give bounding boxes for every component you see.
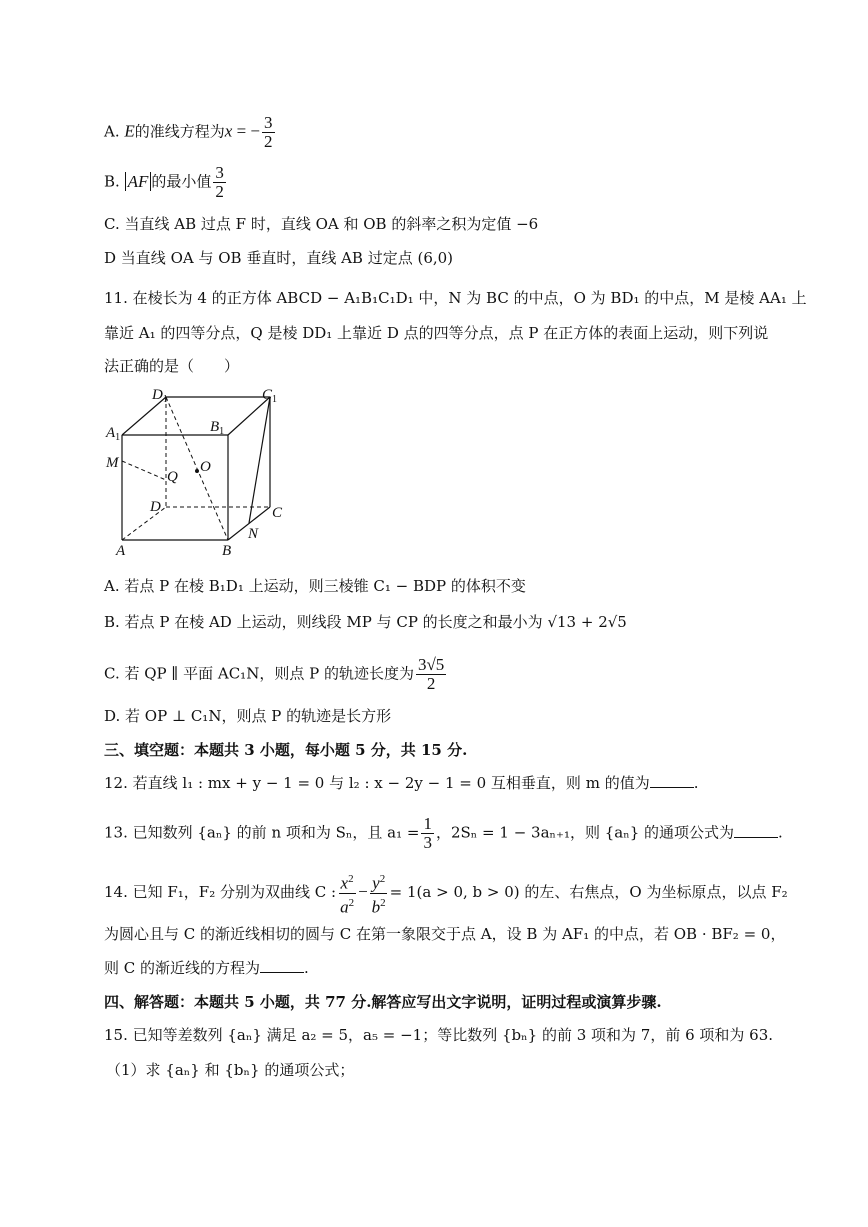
q15-line1: 15. 已知等差数列 {aₙ} 满足 a₂ = 5，a₅ = −1；等比数列 {bₙ} 的前 3 项和为 7，前 6 项和为 63. (104, 1026, 774, 1044)
cube-figure (100, 385, 300, 565)
q15-line2: （1）求 {aₙ} 和 {bₙ} 的通项公式； (106, 1061, 355, 1079)
q11-line3: 法正确的是（ ） (104, 357, 240, 375)
q11-option-b: B. 若点 P 在棱 AD 上运动，则线段 MP 与 CP 的长度之和最小为 √13 + 2√5 (104, 613, 627, 631)
label-B1: $B_1$ (210, 419, 225, 437)
q12: 12. 若直线 l₁ : mx + y − 1 = 0 与 l₂ : x − 2y − 1 = 0 互相垂直，则 m 的值为 . (104, 774, 699, 792)
option-10a: A. E的准线方程为x = − $\frac{3}{2}$ (104, 113, 273, 151)
option-10d: D 当直线 OA 与 OB 垂直时，直线 AB 过定点 (6,0) (104, 249, 454, 267)
label-N: N (248, 526, 259, 542)
q11-line1: 11. 在棱长为 4 的正方体 ABCD − A₁B₁C₁D₁ 中，N 为 BC 的中点，O 为 BD₁ 的中点，M 是棱 AA₁ 上 (104, 289, 807, 307)
label-A1: $A_1$ (106, 425, 121, 443)
option-10b: B. AF 的最小值 $\frac{3}{2}$ (104, 163, 224, 201)
q11-option-a: A. 若点 P 在棱 B₁D₁ 上运动，则三棱锥 C₁ − BDP 的体积不变 (104, 577, 526, 595)
q11-line2: 靠近 A₁ 的四等分点，Q 是棱 DD₁ 上靠近 D 点的四等分点，点 P 在正方体的表面上运动，则下列说 (104, 324, 769, 342)
label-O: O (200, 459, 211, 475)
q11-option-c: C. 若 QP ∥ 平面 AC₁N，则点 P 的轨迹长度为 $\frac{3√5}{2}$ (104, 655, 445, 693)
q14-line2: 为圆心且与 C 的渐近线相切的圆与 C 在第一象限交于点 A，设 B 为 AF₁ 的中点，若 OB · BF₂ = 0， (104, 925, 786, 943)
label-Q: Q (167, 469, 178, 485)
label-D1: $D_1$ (152, 387, 168, 405)
q13: 13. 已知数列 {aₙ} 的前 n 项和为 Sₙ，且 a₁ = $\frac{1}{3}$ ，2Sₙ = 1 − 3aₙ₊₁，则 {aₙ} 的通项公式为 . (104, 814, 783, 852)
q14-line1: 14. 已知 F₁，F₂ 分别为双曲线 C : $\frac{x^2}{a^2}$ − $\frac{y^2}{b^2}$ = 1(a > 0, b > 0) 的左、右焦点，O 为坐标原点，以点 F₂ (104, 870, 788, 916)
label-D: D (150, 499, 161, 515)
option-10c: C. 当直线 AB 过点 F 时，直线 OA 和 OB 的斜率之积为定值 −6 (104, 215, 539, 233)
label-B: B (222, 543, 232, 559)
section-4-heading: 四、解答题：本题共 5 小题，共 77 分.解答应写出文字说明，证明过程或演算步骤. (104, 993, 662, 1011)
q14-line3: 则 C 的渐近线的方程为 . (104, 959, 309, 977)
label-M: M (106, 455, 119, 471)
q11-option-d: D. 若 OP ⊥ C₁N，则点 P 的轨迹是长方形 (104, 707, 392, 725)
section-3-heading: 三、填空题：本题共 3 小题，每小题 5 分，共 15 分. (104, 741, 468, 759)
label-C1: $C_1$ (262, 387, 278, 405)
label-C: C (272, 505, 283, 521)
label-A: A (116, 543, 126, 559)
